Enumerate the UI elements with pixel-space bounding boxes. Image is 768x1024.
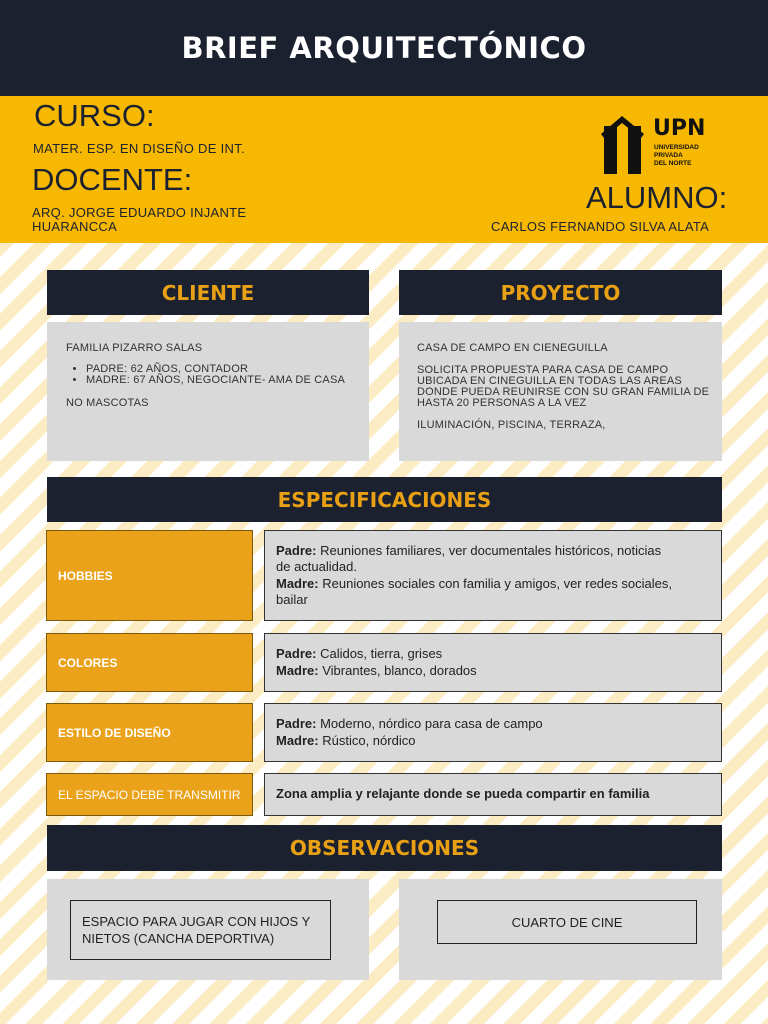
cliente-header: CLIENTE <box>47 270 369 315</box>
observacion-right: CUARTO DE CINE <box>437 900 697 944</box>
madre-value: Reuniones sociales con familia y amigos, ver redes sociales, <box>318 575 672 591</box>
upn-logo <box>600 116 712 178</box>
proyecto-name: CASA DE CAMPO EN CIENEGUILLA <box>417 342 608 354</box>
alumno-heading: ALUMNO: <box>586 180 728 215</box>
curso-value: MATER. ESP. EN DISEÑO DE INT. <box>33 141 245 156</box>
spec-value-transmitir: Zona amplia y relajante donde se pueda compartir en familia <box>264 773 722 816</box>
page-title: BRIEF ARQUITECTÓNICO <box>181 31 587 65</box>
upn-logo-line3: DEL NORTE <box>654 160 692 167</box>
observacion-left-line2: NIETOS (CANCHA DEPORTIVA) <box>82 931 275 946</box>
upn-logo-line1: UNIVERSIDAD <box>654 144 699 151</box>
madre-key: Madre: <box>276 662 319 678</box>
alumno-value: CARLOS FERNANDO SILVA ALATA <box>491 219 710 234</box>
list-item: • PADRE: 62 AÑOS, CONTADOR <box>86 364 369 375</box>
padre-key: Padre: <box>276 542 317 558</box>
madre-key: Madre: <box>276 575 319 591</box>
padre-key: Padre: <box>276 716 317 731</box>
upn-logo-line2: PRIVADA <box>654 152 683 159</box>
proyecto-desc-line: SOLICITA PROPUESTA PARA CASA DE CAMPO <box>417 364 669 376</box>
spec-label-colores: COLORES <box>46 633 253 692</box>
cliente-card <box>47 322 369 461</box>
proyecto-desc-line: DONDE PUEDA REUNIRSE CON SU GRAN FAMILIA DE <box>417 386 710 398</box>
padre-value-cont: de actualidad. <box>276 559 357 574</box>
proyecto-features: ILUMINACIÓN, PISCINA, TERRAZA, <box>417 419 606 431</box>
observaciones-header: OBSERVACIONES <box>47 825 722 871</box>
madre-value-cont: bailar <box>276 592 308 607</box>
especificaciones-header: ESPECIFICACIONES <box>47 477 722 522</box>
curso-heading: CURSO: <box>34 98 155 133</box>
spec-value-hobbies <box>264 530 722 621</box>
spec-value-colores <box>264 633 722 692</box>
proyecto-desc-line: UBICADA EN CINEGUILLA EN TODAS LAS AREAS <box>417 375 682 387</box>
madre-key: Madre: <box>276 732 319 748</box>
observacion-left <box>70 900 331 960</box>
spec-label-hobbies: HOBBIES <box>46 530 253 621</box>
cliente-pets: NO MASCOTAS <box>66 397 149 409</box>
spec-label-estilo: ESTILO DE DISEÑO <box>46 703 253 762</box>
observacion-left-line1: ESPACIO PARA JUGAR CON HIJOS Y <box>82 914 311 929</box>
madre-value: Vibrantes, blanco, dorados <box>318 662 477 678</box>
proyecto-header: PROYECTO <box>399 270 722 315</box>
proyecto-card <box>399 322 722 461</box>
padre-value: Reuniones familiares, ver documentales históricos, noticias <box>316 542 662 558</box>
spec-value-estilo <box>264 703 722 762</box>
padre-value: Moderno, nórdico para casa de campo <box>316 716 543 731</box>
upn-arrow-icon <box>600 116 650 174</box>
madre-value: Rústico, nórdico <box>318 732 416 748</box>
cliente-family: FAMILIA PIZARRO SALAS <box>66 342 203 354</box>
list-item: • MADRE: 67 AÑOS, NEGOCIANTE- AMA DE CASA <box>86 375 369 386</box>
padre-value: Calidos, tierra, grises <box>316 646 443 661</box>
proyecto-desc-line: HASTA 20 PERSONAS A LA VEZ <box>417 397 587 409</box>
upn-logo-name: UPN <box>653 116 706 141</box>
docente-value-line2: HUARANCCA <box>32 219 118 234</box>
docente-heading: DOCENTE: <box>32 162 193 197</box>
cliente-members-list <box>66 364 369 386</box>
padre-key: Padre: <box>276 646 317 661</box>
docente-value-line1: ARQ. JORGE EDUARDO INJANTE <box>32 205 247 220</box>
spec-label-transmitir: EL ESPACIO DEBE TRANSMITIR <box>46 773 253 816</box>
